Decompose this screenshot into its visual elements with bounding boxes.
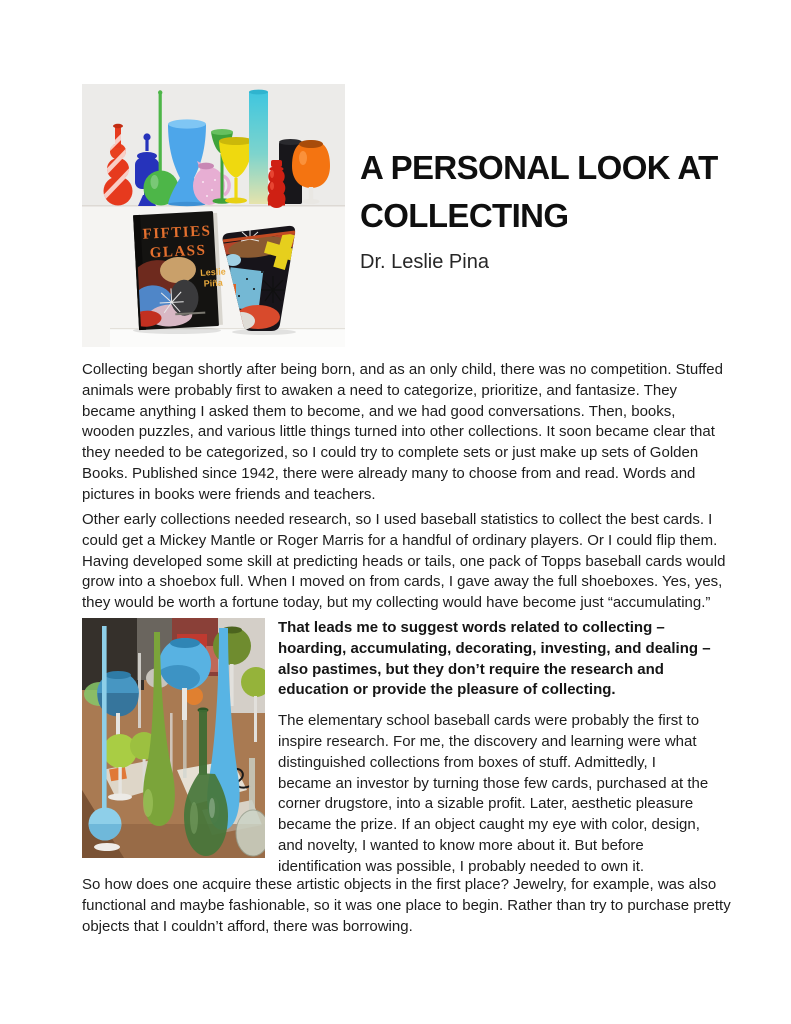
page-title-line2: COLLECTING [360, 197, 569, 234]
book-author-line1: Leslie [199, 266, 226, 278]
book-title-line2: GLASS [149, 242, 207, 262]
book-author-line2: Piña [203, 277, 224, 289]
secondary-photo [82, 618, 265, 858]
hero-photo-illustration [82, 84, 345, 347]
wrapped-text-column [278, 618, 712, 878]
page-title-line1: A PERSONAL LOOK AT [360, 149, 718, 186]
paragraph-collecting-began: Collecting began shortly after being born, and as an only child, there was no competition. Stuffed animals were probably first to awaken a need to categorize, prioritize, and fantasize. They became anything I asked them to become, and we had good conversations. Then, books, wooden puzzles, and various little things turned into other collections. It soon became clear that they needed to be categorized, so I could try to complete sets or just make up sets of Golden Books. Published since 1942, there were already many to choose from and read. Words and pictures in books were friends and teachers. [82, 361, 723, 503]
paragraph-other-early-collections: Other early collections needed research, so I used baseball statistics to collect the best cards. I could get a Mickey Mantle or Roger Marris for a handful of ordinary players. Or I could flip them. Having developed some skill at predicting heads or tails, one pack of Topps baseball cards would grow into a shoebox full. When I moved on from cards, I gave away the full shoeboxes. Yes, yes, they would be worth a fortune today, but my collecting would have become just “accumulating.” [82, 511, 726, 612]
fifties-glass-book [126, 211, 228, 331]
title-block [360, 144, 755, 274]
media-row [82, 618, 732, 878]
book-title-line1: FIFTIES [142, 223, 212, 243]
hero-photo [82, 84, 345, 347]
teal-cylinder-vase [249, 90, 268, 204]
author-byline: Dr. Leslie Pina [360, 251, 489, 273]
secondary-photo-illustration [82, 618, 265, 858]
paragraph-words-related-bold: That leads me to suggest words related to collecting – hoarding, accumulating, decorating, investing, and dealing – also pastimes, but they don’t require the research and education or provide the pleasure of collecting. [278, 619, 711, 699]
paragraph-elementary-school: The elementary school baseball cards were probably the first to inspire research. For me, the discovery and learning were what distinguished collections from boxes of stuff. Admittedly, I became an investor by turning those few cards, purchased at the corner drugstore, into a sizable profit. Later, aesthetic pleasure became the prize. If an object caught my eye with color, design, and novelty, I wanted to know more about it. But before identification was possible, I probably needed to own it. [278, 712, 709, 875]
paragraph-how-to-acquire: So how does one acquire these artistic objects in the first place? Jewelry, for example, was also functional and maybe fashionable, so it was one place to begin. Rather than try to purchase pretty objects that I couldn’t afford, there was borrowing. [82, 876, 731, 935]
